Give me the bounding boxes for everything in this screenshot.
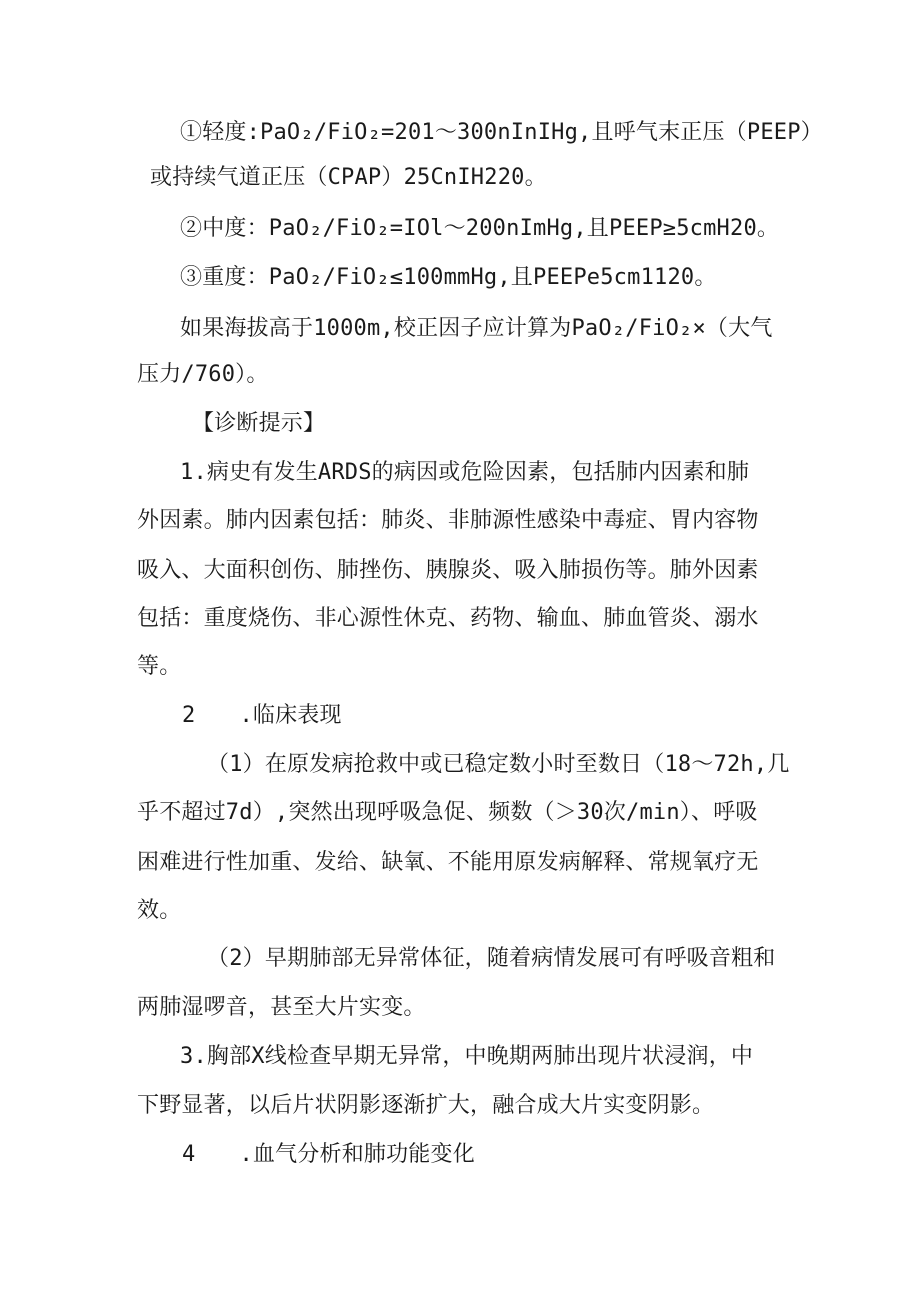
item-1-line-3: 吸入、大面积创伤、肺挫伤、胰腺炎、吸入肺损伤等。肺外因素	[137, 558, 759, 583]
item-4-title: .血气分析和肺功能变化	[239, 1142, 475, 1167]
item-4-heading	[182, 1140, 475, 1170]
item-2-sub-1-line-1: （1）在原发病抢救中或已稳定数小时至数日（18～72h,几	[207, 752, 790, 777]
item-2-sub-2-line-2: 两肺湿啰音，甚至大片实变。	[137, 995, 426, 1020]
item-2-sub-1-line-3: 困难进行性加重、发给、缺氧、不能用原发病解释、常规氧疗无	[137, 850, 759, 875]
item-1-line-5: 等。	[137, 654, 182, 679]
item-3-line-2: 下野显著，以后片状阴影逐渐扩大，融合成大片实变阴影。	[137, 1093, 715, 1118]
item-1-line-4: 包括：重度烧伤、非心源性休克、药物、输血、肺血管炎、溺水	[137, 606, 759, 631]
section-heading-diagnosis-tips: 【诊断提示】	[192, 411, 326, 436]
item-2-heading	[182, 701, 342, 731]
item-2-number: 2	[182, 703, 196, 728]
severity-moderate: ②中度：PaO₂/FiO₂=IOl～200nImHg,且PEEP≥5cmH20。	[180, 216, 780, 241]
altitude-correction-line-1: 如果海拔高于1000m,校正因子应计算为PaO₂/FiO₂×（大气	[180, 316, 773, 341]
item-2-sub-1-line-2: 乎不超过7d）,突然出现呼吸急促、频数（＞30次/min）、呼吸	[137, 800, 758, 825]
severity-severe: ③重度：PaO₂/FiO₂≤100mmHg,且PEEPe5cm1120。	[180, 265, 717, 290]
item-2-sub-2-line-1: （2）早期肺部无异常体征，随着病情发展可有呼吸音粗和	[207, 946, 776, 971]
item-3-line-1: 3.胸部X线检查早期无异常，中晚期两肺出现片状浸润，中	[180, 1044, 754, 1069]
item-1-line-2: 外因素。肺内因素包括：肺炎、非肺源性感染中毒症、胃内容物	[137, 508, 759, 533]
severity-mild-line-1: ①轻度:PaO₂/FiO₂=201～300nInIHg,且呼气末正压（PEEP）	[180, 120, 823, 145]
altitude-correction-line-2: 压力/760）。	[137, 362, 269, 387]
item-4-number: 4	[182, 1142, 196, 1167]
severity-mild-line-2: 或持续气道正压（CPAP）25CnIH220。	[150, 165, 547, 190]
item-2-title: .临床表现	[239, 703, 342, 728]
item-1-line-1: 1.病史有发生ARDS的病因或危险因素，包括肺内因素和肺	[180, 460, 750, 485]
item-2-sub-1-line-4: 效。	[137, 898, 182, 923]
